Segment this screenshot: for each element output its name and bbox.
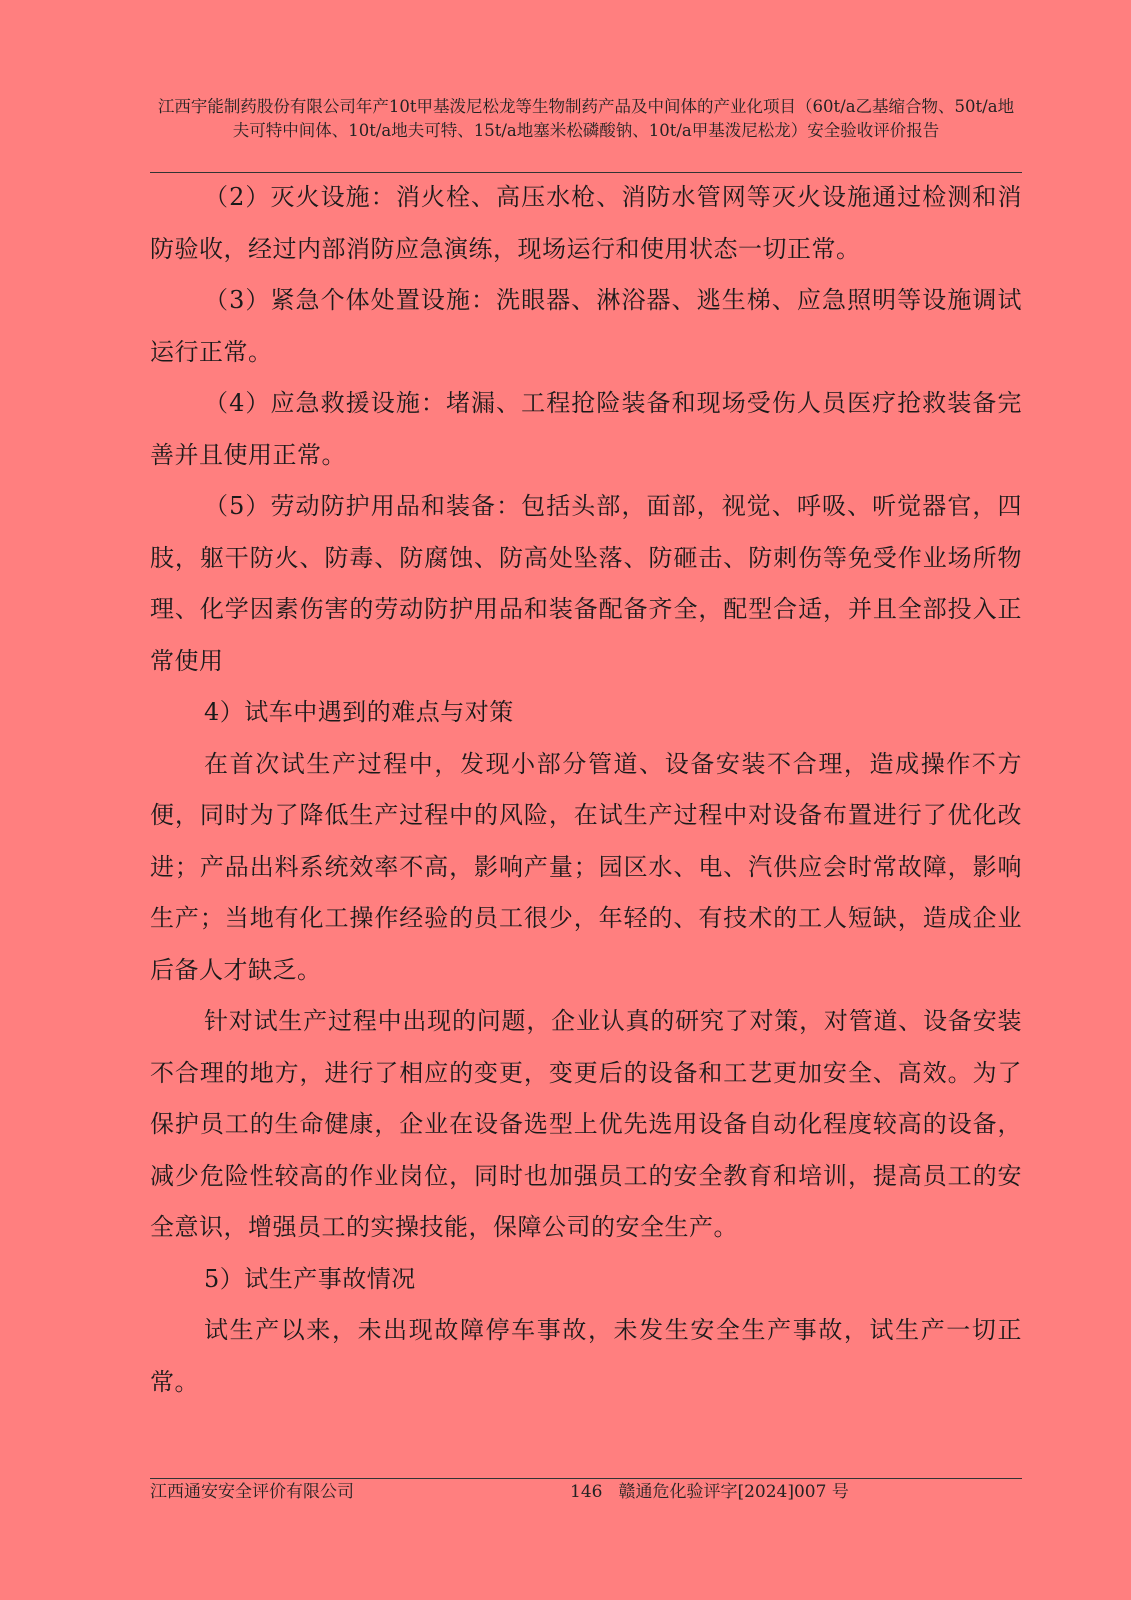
paragraph-emergency-personal: （3）紧急个体处置设施：洗眼器、淋浴器、逃生梯、应急照明等设施调试运行正常。 bbox=[150, 286, 1022, 366]
page-body bbox=[150, 172, 1022, 1408]
footer-company: 江西通安安全评价有限公司 bbox=[150, 1482, 354, 1502]
paragraph-protective-equipment: （5）劳动防护用品和装备：包括头部，面部，视觉、呼吸、听觉器官，四肢，躯干防火、防毒、防腐蚀、防高处坠落、防砸击、防刺伤等免受作业场所物理、化学因素伤害的劳动防护用品和装备配备齐全，配型合适，并且全部投入正常使用 bbox=[150, 492, 1022, 675]
section-heading-difficulties: 4）试车中遇到的难点与对策 bbox=[204, 698, 514, 726]
footer-divider bbox=[150, 1478, 1022, 1479]
paragraph-accidents: 试生产以来，未出现故障停车事故，未发生安全生产事故，试生产一切正常。 bbox=[150, 1316, 1022, 1396]
document-number: 赣通危化验评字[2024]007 号 bbox=[618, 1482, 849, 1502]
paragraph-rescue-facilities: （4）应急救援设施：堵漏、工程抢险装备和现场受伤人员医疗抢救装备完善并且使用正常。 bbox=[150, 389, 1022, 469]
section-heading-accidents: 5）试生产事故情况 bbox=[204, 1264, 416, 1293]
footer-center bbox=[570, 1480, 865, 1504]
page-number: 146 bbox=[570, 1482, 603, 1502]
paragraph-countermeasures: 针对试生产过程中出现的问题，企业认真的研究了对策，对管道、设备安装不合理的地方，进行了相应的变更，变更后的设备和工艺更加安全、高效。为了保护员工的生命健康，企业在设备选型上优先选用设备自动化程度较高的设备，减少危险性较高的作业岗位，同时也加强员工的安全教育和培训，提高员工的安全意识，增强员工的实操技能，保障公司的安全生产。 bbox=[150, 1007, 1022, 1241]
paragraph-fire-facilities: （2）灭火设施：消火栓、高压水枪、消防水管网等灭火设施通过检测和消防验收，经过内部消防应急演练，现场运行和使用状态一切正常。 bbox=[150, 183, 1022, 263]
paragraph-difficulties: 在首次试生产过程中，发现小部分管道、设备安装不合理，造成操作不方便，同时为了降低生产过程中的风险，在试生产过程中对设备布置进行了优化改进；产品出料系统效率不高，影响产量；园区水、电、汽供应会时常故障，影响生产；当地有化工操作经验的员工很少，年轻的、有技术的工人短缺，造成企业后备人才缺乏。 bbox=[150, 749, 1022, 984]
page-header: 江西宇能制药股份有限公司年产10t甲基泼尼松龙等生物制药产品及中间体的产业化项目（60t/a乙基缩合物、50t/a地夫可特中间体、10t/a地夫可特、15t/a地塞米松磷酸钠、10t/a甲基泼尼松龙）安全验收评价报告 bbox=[157, 97, 1015, 140]
